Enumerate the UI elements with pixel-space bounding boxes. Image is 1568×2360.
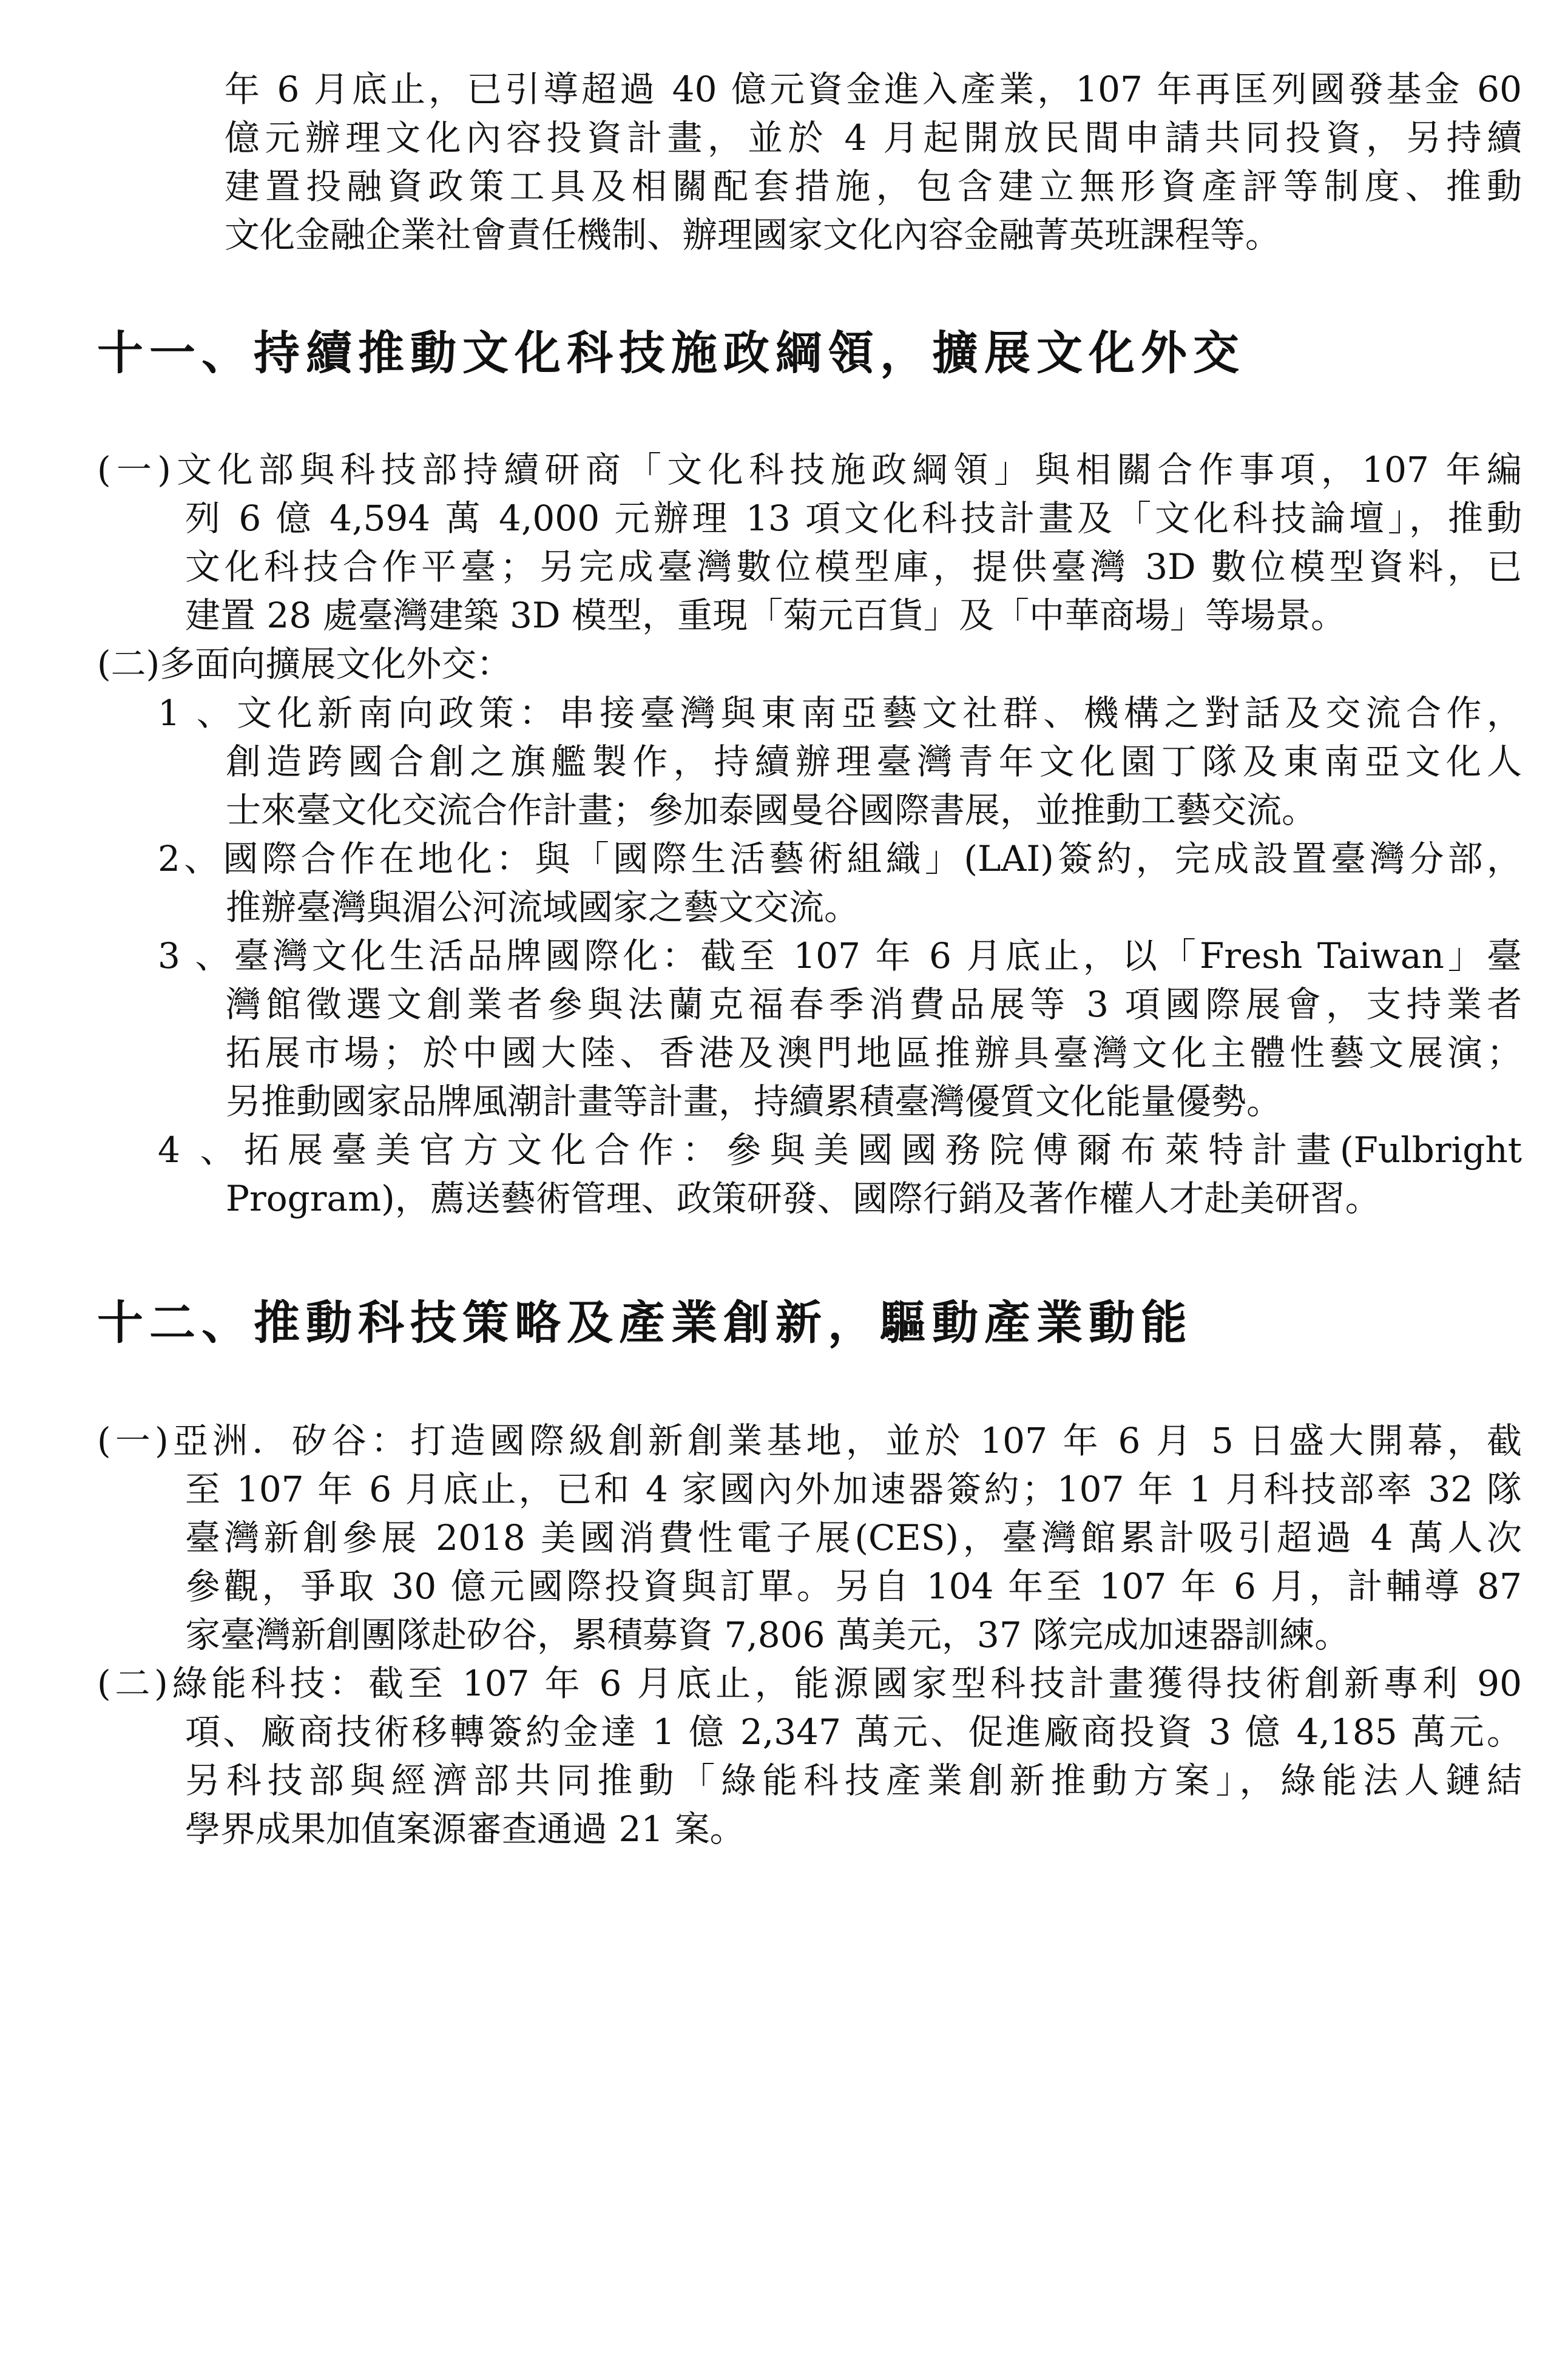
text-line: 項、廠商技術移轉簽約金達 1 億 2,347 萬元、促進廠商投資 3 億 4,185 萬元。 [185, 1711, 1522, 1753]
text-line: 文化科技合作平臺；另完成臺灣數位模型庫，提供臺灣 3D 數位模型資料，已 [185, 546, 1522, 587]
text-line: 至 107 年 6 月底止，已和 4 家國內外加速器簽約；107 年 1 月科技部率 32 隊 [185, 1469, 1522, 1510]
text-line: 創造跨國合創之旗艦製作，持續辦理臺灣青年文化園丁隊及東南亞文化人 [226, 741, 1522, 782]
text-line: 推辦臺灣與湄公河流域國家之藝文交流。 [226, 887, 860, 928]
text-line: 拓展市場；於中國大陸、香港及澳門地區推辦具臺灣文化主體性藝文展演； [226, 1032, 1522, 1073]
item-label: (二)多面向擴展文化外交： [97, 643, 512, 685]
text-line: 2、國際合作在地化：與「國際生活藝術組織」(LAI)簽約，完成設置臺灣分部， [158, 838, 1522, 879]
text-line: (一)亞洲．矽谷：打造國際級創新創業基地，並於 107 年 6 月 5 日盛大開幕，截 [97, 1420, 1522, 1461]
text-line: 年 6 月底止，已引導超過 40 億元資金進入產業，107 年再匡列國發基金 60 [225, 69, 1522, 110]
text-line: 億元辦理文化內容投資計畫，並於 4 月起開放民間申請共同投資，另持續 [225, 117, 1522, 158]
text-line: 家臺灣新創團隊赴矽谷，累積募資 7,806 萬美元，37 隊完成加速器訓練。 [185, 1614, 1350, 1655]
text-line: 列 6 億 4,594 萬 4,000 元辦理 13 項文化科技計畫及「文化科技論壇」，推動 [185, 498, 1522, 539]
text-line: (二)綠能科技：截至 107 年 6 月底止，能源國家型科技計畫獲得技術創新專利 90 [97, 1663, 1522, 1704]
text-line: 士來臺文化交流合作計畫；參加泰國曼谷國際書展，並推動工藝交流。 [226, 789, 1317, 831]
text-line: 學界成果加值案源審查通過 21 案。 [185, 1808, 745, 1850]
section-heading-11: 十一、持續推動文化科技施政綱領，擴展文化外交 [97, 326, 1245, 380]
text-line: 文化金融企業社會責任機制、辦理國家文化內容金融菁英班課程等。 [225, 214, 1281, 255]
text-line: Program)，薦送藝術管理、政策研發、國際行銷及著作權人才赴美研習。 [226, 1178, 1380, 1219]
text-line: 參觀，爭取 30 億元國際投資與訂單。另自 104 年至 107 年 6 月，計輔導 87 [185, 1566, 1522, 1607]
text-line: 1 、文化新南向政策：串接臺灣與東南亞藝文社群、機構之對話及交流合作， [158, 692, 1522, 734]
text-line: 4 、拓展臺美官方文化合作：參與美國國務院傅爾布萊特計畫(Fulbright [158, 1129, 1522, 1171]
text-line: 另科技部與經濟部共同推動「綠能科技產業創新推動方案」，綠能法人鏈結 [185, 1760, 1522, 1801]
text-line: 臺灣新創參展 2018 美國消費性電子展(CES)，臺灣館累計吸引超過 4 萬人次 [185, 1517, 1522, 1558]
text-line: (一)文化部與科技部持續研商「文化科技施政綱領」與相關合作事項，107 年編 [97, 449, 1522, 490]
text-line: 灣館徵選文創業者參與法蘭克福春季消費品展等 3 項國際展會，支持業者 [226, 984, 1522, 1025]
section-heading-12: 十二、推動科技策略及產業創新，驅動產業動能 [97, 1296, 1193, 1350]
text-line: 另推動國家品牌風潮計畫等計畫，持續累積臺灣優質文化能量優勢。 [226, 1081, 1282, 1122]
text-line: 建置 28 處臺灣建築 3D 模型，重現「菊元百貨」及「中華商場」等場景。 [185, 595, 1346, 636]
text-line: 建置投融資政策工具及相關配套措施，包含建立無形資產評等制度、推動 [225, 166, 1522, 207]
text-line: 3 、臺灣文化生活品牌國際化：截至 107 年 6 月底止，以「Fresh Taiwan」臺 [158, 935, 1522, 976]
